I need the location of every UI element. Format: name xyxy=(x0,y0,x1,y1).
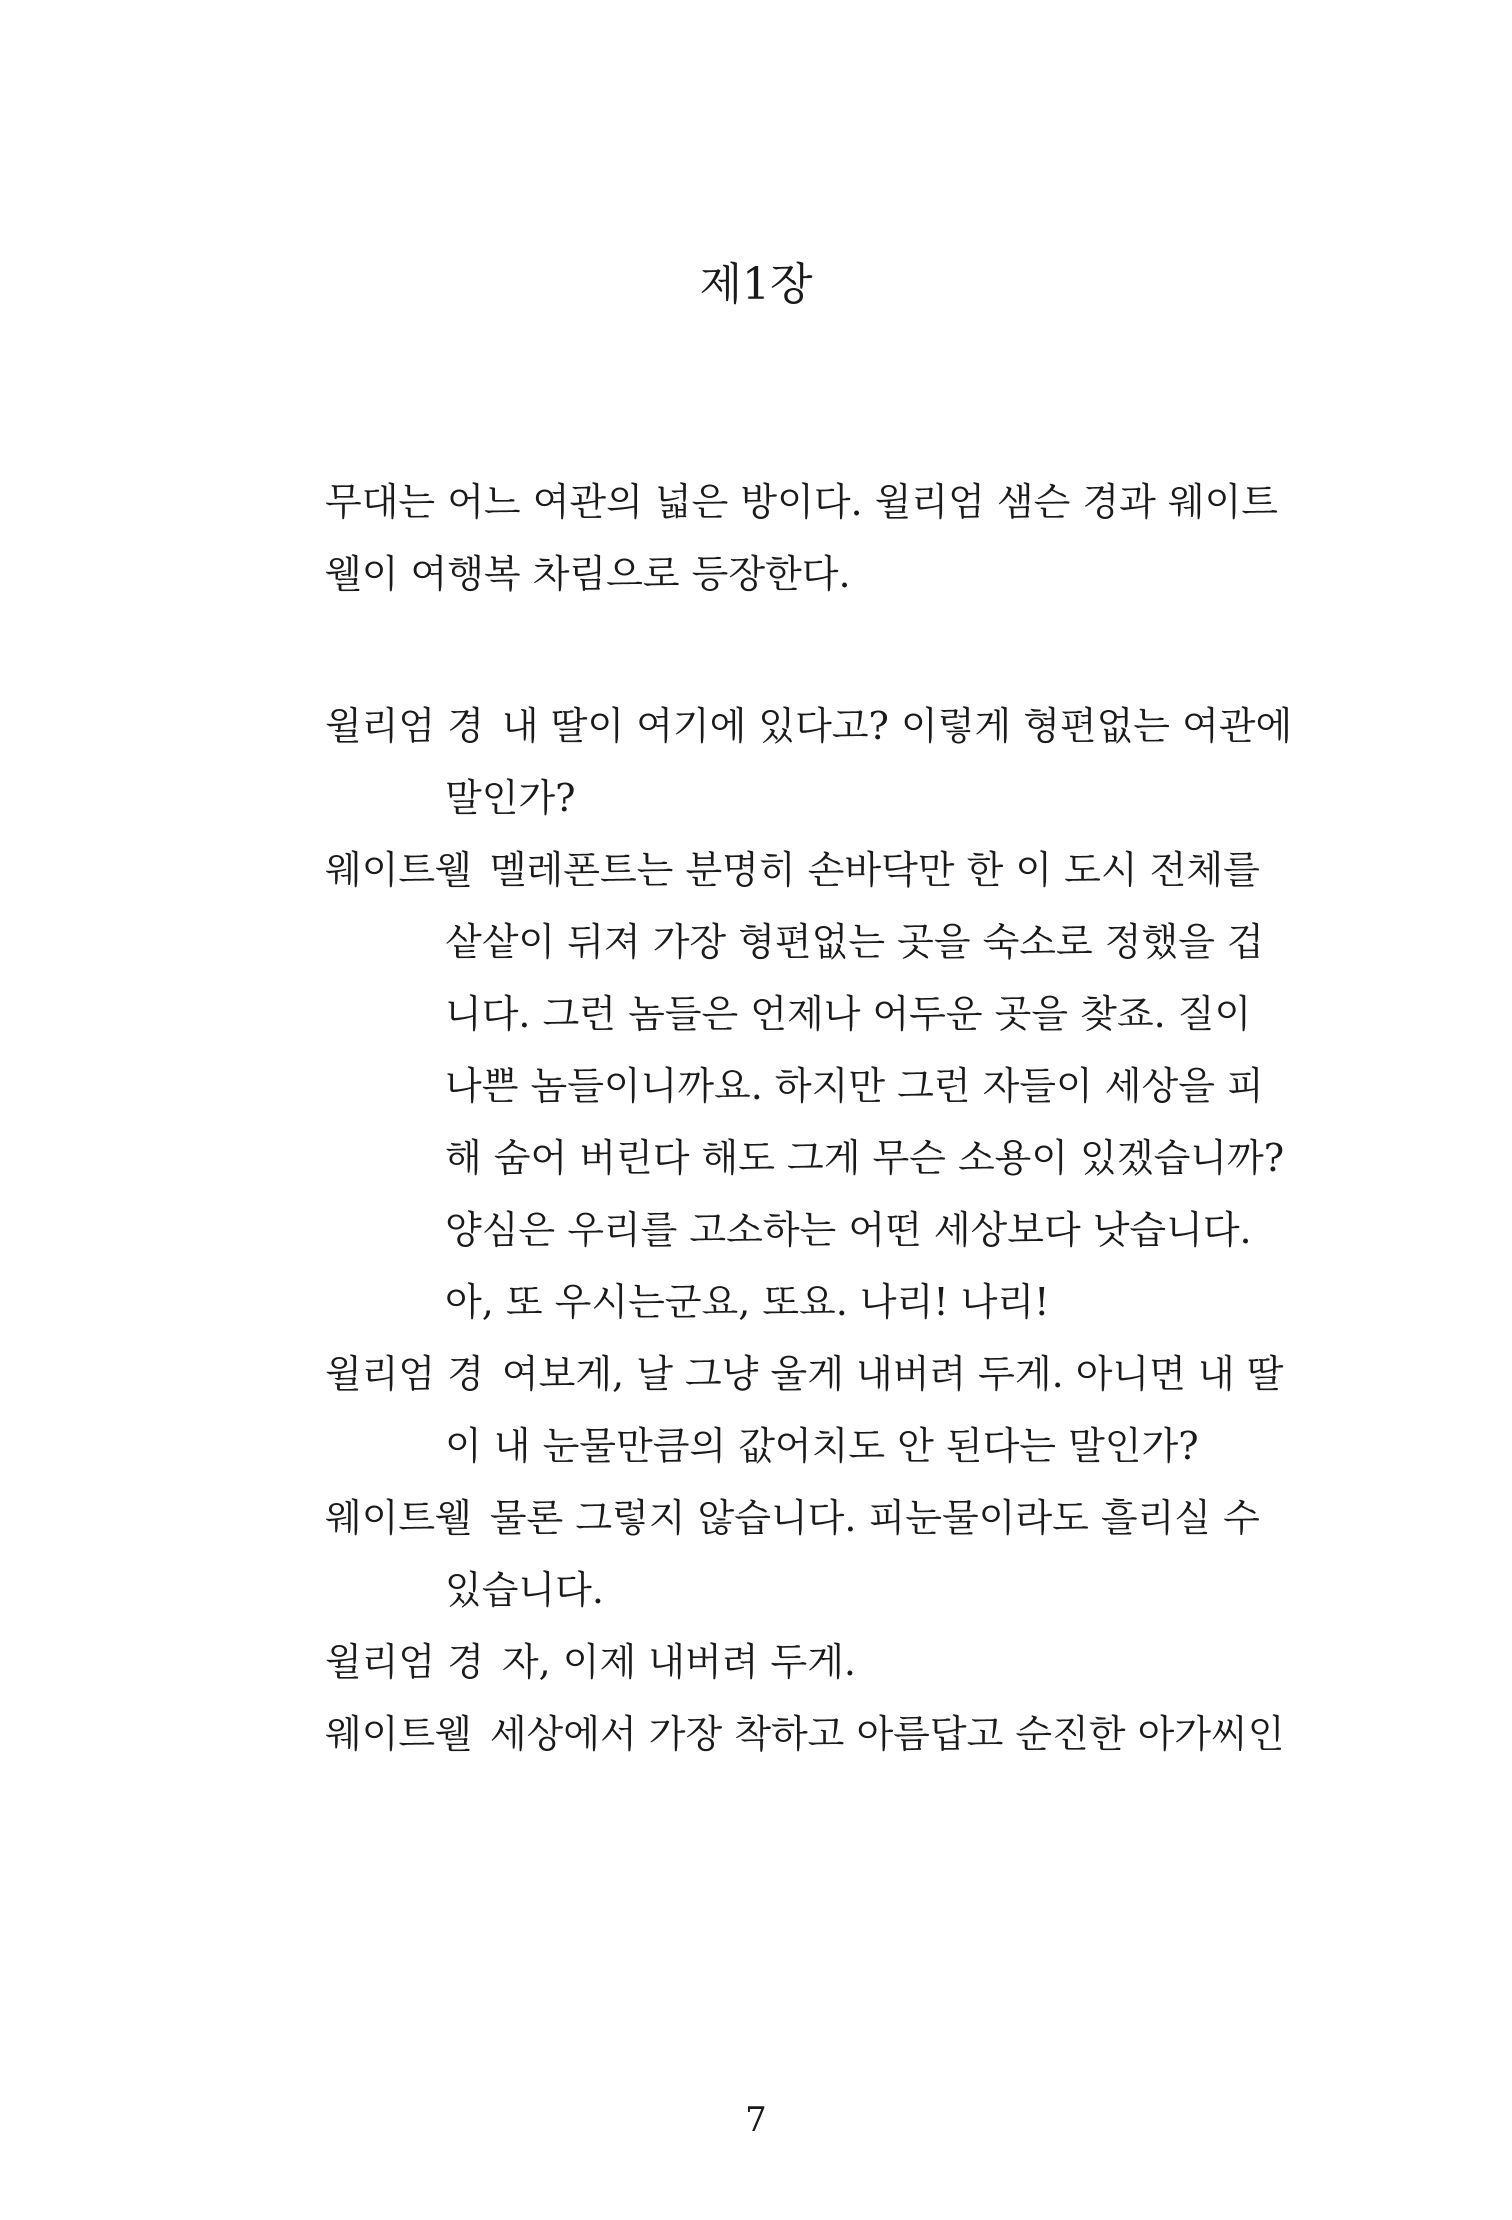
dialogue-line: 여보게, 날 그냥 울게 내버려 두게. 아니면 내 딸 xyxy=(501,1352,1284,1396)
dialogue-line: 자, 이제 내버려 두게. xyxy=(501,1640,856,1684)
dialogue-entry xyxy=(325,690,1293,834)
speaker-name: 윌리엄 경 xyxy=(325,1640,484,1684)
page-number: 7 xyxy=(745,2100,767,2140)
dialogue-line: 세상에서 가장 착하고 아름답고 순진한 아가씨인 xyxy=(489,1712,1285,1756)
dialogue-entry xyxy=(325,1626,1260,1698)
dialogue-line: 해 숨어 버린다 해도 그게 무슨 소용이 있겠습니까? xyxy=(445,1136,1285,1180)
stage-direction xyxy=(325,466,1278,610)
speaker-name: 윌리엄 경 xyxy=(325,1352,484,1396)
dialogue-entry xyxy=(325,1698,1285,1770)
dialogue-line: 나쁜 놈들이니까요. 하지만 그런 자들이 세상을 피 xyxy=(445,1064,1264,1108)
speaker-name: 웨이트웰 xyxy=(325,1496,472,1540)
dialogue-line: 이 내 눈물만큼의 값어치도 안 된다는 말인가? xyxy=(445,1424,1199,1468)
dialogue-entry xyxy=(325,834,1285,1338)
dialogue-line: 니다. 그런 놈들은 언제나 어두운 곳을 찾죠. 질이 xyxy=(445,992,1252,1036)
speaker-name: 웨이트웰 xyxy=(325,1712,472,1756)
dialogue-line: 양심은 우리를 고소하는 어떤 세상보다 낫습니다. xyxy=(445,1208,1252,1252)
dialogue-entry xyxy=(325,1338,1284,1482)
dialogue xyxy=(325,690,1293,1770)
speaker-name: 윌리엄 경 xyxy=(325,704,484,748)
dialogue-line: 내 딸이 여기에 있다고? 이렇게 형편없는 여관에 xyxy=(501,704,1293,748)
dialogue-line: 아, 또 우시는군요, 또요. 나리! 나리! xyxy=(445,1280,1050,1324)
dialogue-line: 샅샅이 뒤져 가장 형편없는 곳을 숙소로 정했을 겁 xyxy=(445,920,1264,964)
dialogue-line: 말인가? xyxy=(445,776,576,820)
dialogue-line: 있습니다. xyxy=(445,1568,604,1612)
dialogue-line: 물론 그렇지 않습니다. 피눈물이라도 흘리실 수 xyxy=(489,1496,1260,1540)
dialogue-line: 멜레폰트는 분명히 손바닥만 한 이 도시 전체를 xyxy=(489,848,1260,892)
chapter-title: 제1장 xyxy=(699,259,813,310)
stage-direction-line: 웰이 여행복 차림으로 등장한다. xyxy=(325,552,851,596)
speaker-name: 웨이트웰 xyxy=(325,848,472,892)
dialogue-entry xyxy=(325,1482,1260,1626)
stage-direction-line: 무대는 어느 여관의 넓은 방이다. 윌리엄 샘슨 경과 웨이트 xyxy=(325,480,1278,524)
